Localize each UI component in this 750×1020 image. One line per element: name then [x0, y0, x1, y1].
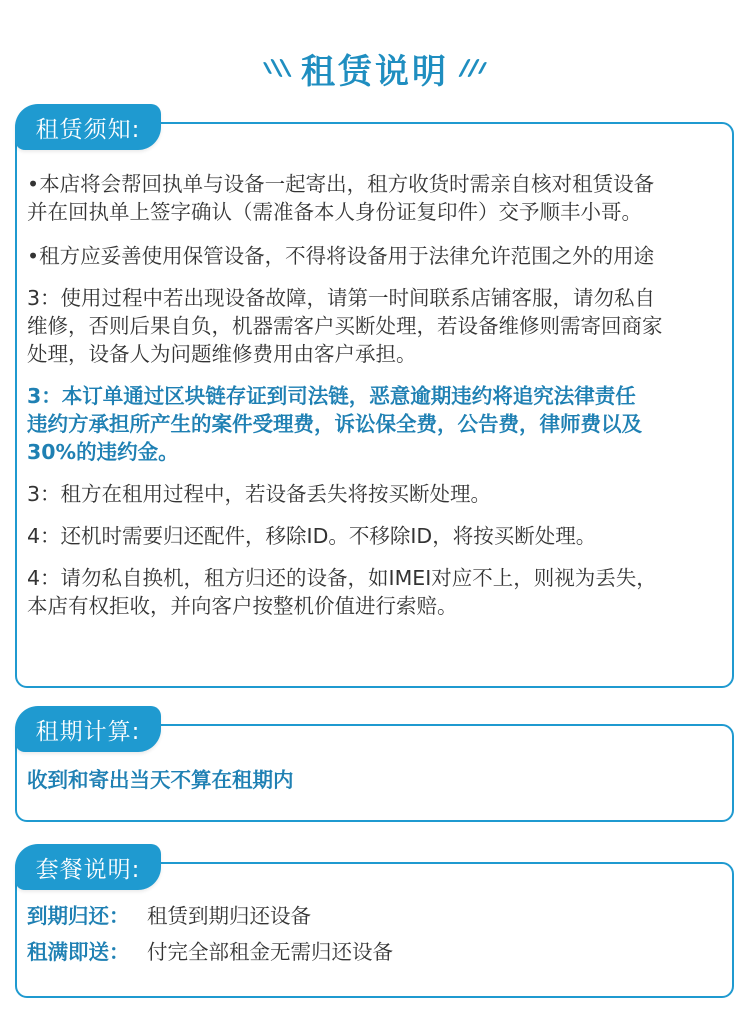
page-header	[0, 38, 750, 98]
package-row-label: 到期归还：	[27, 904, 130, 928]
package-row-keep	[27, 934, 722, 970]
package-row-value: 付完全部租金无需归还设备	[147, 940, 393, 964]
notice-item-4-highlight: 3：本订单通过区块链存证到司法链，恶意逾期违约将追究法律责任 违约方承担所产生的案件受理费，诉讼保全费，公告费，律师费以及 30%的违约金。	[27, 384, 642, 464]
page-title: 租赁说明	[301, 51, 449, 92]
package-tag: 套餐说明:	[15, 844, 161, 890]
package-row-return	[27, 898, 722, 934]
notice-item-1: •本店将会帮回执单与设备一起寄出，租方收货时需亲自核对租赁设备 并在回执单上签字确认（需准备本人身份证复印件）交予顺丰小哥。	[27, 172, 655, 224]
notice-tag: 租赁须知:	[15, 104, 161, 150]
notice-item-6: 4：还机时需要归还配件，移除ID。不移除ID，将按买断处理。	[27, 524, 597, 548]
period-tag: 租期计算:	[15, 706, 161, 752]
package-row-label: 租满即送：	[27, 940, 130, 964]
notice-item-5: 3：租方在租用过程中，若设备丢失将按买断处理。	[27, 482, 492, 506]
notice-content	[27, 170, 722, 620]
decor-slashes-right-icon	[463, 59, 484, 77]
decor-slashes-left-icon	[266, 59, 287, 77]
period-text: 收到和寄出当天不算在租期内	[27, 768, 294, 792]
notice-panel	[15, 122, 734, 688]
notice-item-2: •租方应妥善使用保管设备，不得将设备用于法律允许范围之外的用途	[27, 244, 655, 268]
package-content	[27, 898, 722, 970]
package-row-value: 租赁到期归还设备	[147, 904, 311, 928]
notice-item-7: 4：请勿私自换机，租方归还的设备，如IMEI对应不上，则视为丢失， 本店有权拒收，并向客户按整机价值进行索赔。	[27, 566, 657, 618]
notice-item-3: 3：使用过程中若出现设备故障，请第一时间联系店铺客服，请勿私自 维修，否则后果自负，机器需客户买断处理，若设备维修则需寄回商家 处理，设备人为问题维修费用由客户承担。	[27, 286, 663, 366]
